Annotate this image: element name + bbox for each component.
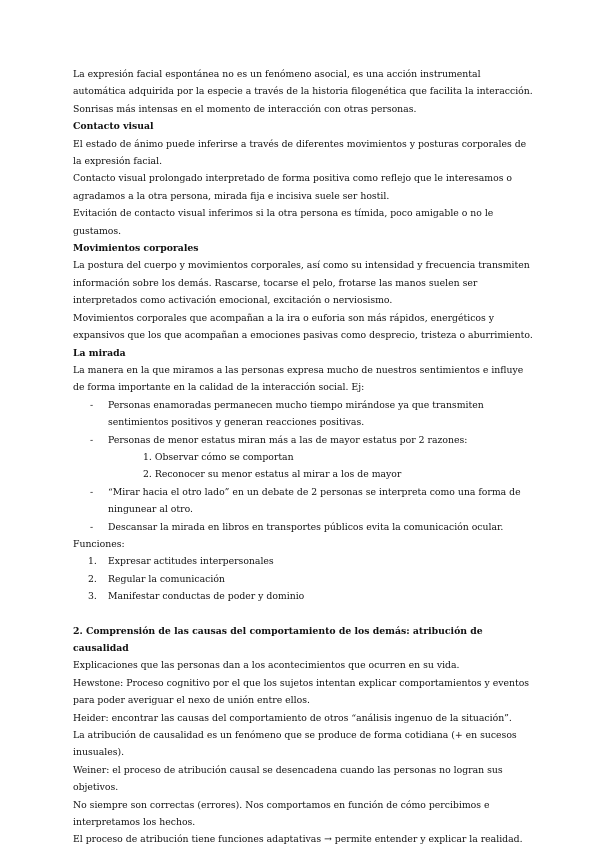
list-item-text: Regular la comunicación — [108, 573, 225, 585]
list-item: - Descansar la mirada en libros en transportes públicos evita la comunicación ocular. — [73, 519, 533, 536]
heading-movimientos-corporales: Movimientos corporales — [73, 243, 199, 255]
list-item-text: Expresar actitudes interpersonales — [108, 556, 274, 568]
paragraph: No siempre son correctas (errores). Nos comportamos en función de cómo percibimos e interpretamos los hechos. — [73, 799, 490, 829]
sub-item: 2. Reconocer su menor estatus al mirar a los de mayor — [143, 469, 402, 481]
paragraph: Movimientos corporales que acompañan a la ira o euforia son más rápidos, energéticos y expansivos que los que acompañan a emociones pasivas como desprecio, tristeza o aburrimiento. — [73, 312, 533, 342]
paragraph: Weiner: el proceso de atribución causal se desencadena cuando las personas no logran sus objetivos. — [73, 764, 503, 794]
paragraph: El proceso de atribución tiene funciones adaptativas → permite entender y explicar la realidad. — [73, 834, 523, 846]
heading-la-mirada: La mirada — [73, 347, 126, 359]
list-item — [73, 588, 533, 605]
heading-atribucion-causalidad: 2. Comprensión de las causas del comportamiento de los demás: atribución de causalidad — [73, 625, 483, 654]
document-page — [73, 66, 533, 849]
paragraph: La atribución de causalidad es un fenómeno que se produce de forma cotidiana (+ en sucesos inusuales). — [73, 730, 517, 759]
paragraph: La postura del cuerpo y movimientos corporales, así como su intensidad y frecuencia transmiten información sobre los demás. Rascarse, tocarse el pelo, frotarse las manos suelen ser interpretados como activación emocional, excitación o nerviosismo. — [73, 260, 530, 307]
paragraph: Evitación de contacto visual inferimos si la otra persona es tímida, poco amigable o no le gustamos. — [73, 208, 494, 237]
funciones-label: Funciones: — [73, 538, 125, 550]
paragraph: La manera en la que miramos a las personas expresa mucho de nuestros sentimientos e influye de forma importante en la calidad de la interacción social. Ej: — [73, 364, 524, 394]
list-number: 3. — [88, 591, 97, 603]
funciones-list — [73, 553, 533, 605]
list-number: 1. — [88, 556, 97, 568]
list-item — [73, 432, 533, 484]
paragraph: Explicaciones que las personas dan a los acontecimientos que ocurren en su vida. — [73, 660, 460, 672]
list-item — [73, 571, 533, 588]
paragraph: Hewstone: Proceso cognitivo por el que los sujetos intentan explicar comportamientos y eventos para poder averiguar el nexo de unión entre ellos. — [73, 677, 530, 707]
list-item: - “Mirar hacia el otro lado” en un debate de 2 personas se interpreta como una forma de ningunear al otro. — [73, 484, 533, 519]
intro-paragraph: La expresión facial espontánea no es un fenómeno asocial, es una acción instrumental automática adquirida por la especie a través de la historia filogenética que facilita la interacción. Sonrisas más intensas en el momento de interacción con otras personas. — [73, 69, 533, 115]
paragraph: Heider: encontrar las causas del comportamiento de otros “análisis ingenuo de la situación”. — [73, 712, 512, 724]
list-item-text: Manifestar conductas de poder y dominio — [108, 591, 305, 603]
sub-item: 1. Observar cómo se comportan — [143, 451, 294, 463]
list-item: - Personas enamoradas permanecen mucho tiempo mirándose ya que transmiten sentimientos positivos y generan reacciones positivas. — [73, 397, 533, 432]
paragraph: El estado de ánimo puede inferirse a través de diferentes movimientos y posturas corporales de la expresión facial. — [73, 138, 527, 168]
list-item-text: Personas de menor estatus miran más a las de mayor estatus por 2 razones: — [108, 434, 468, 446]
mirada-list — [73, 397, 533, 536]
list-number: 2. — [88, 573, 97, 585]
heading-contacto-visual: Contacto visual — [73, 121, 154, 133]
paragraph: Contacto visual prolongado interpretado de forma positiva como reflejo que le interesamos o agradamos a la otra persona, mirada fija e incisiva suele ser hostil. — [73, 173, 513, 202]
list-item — [73, 553, 533, 570]
